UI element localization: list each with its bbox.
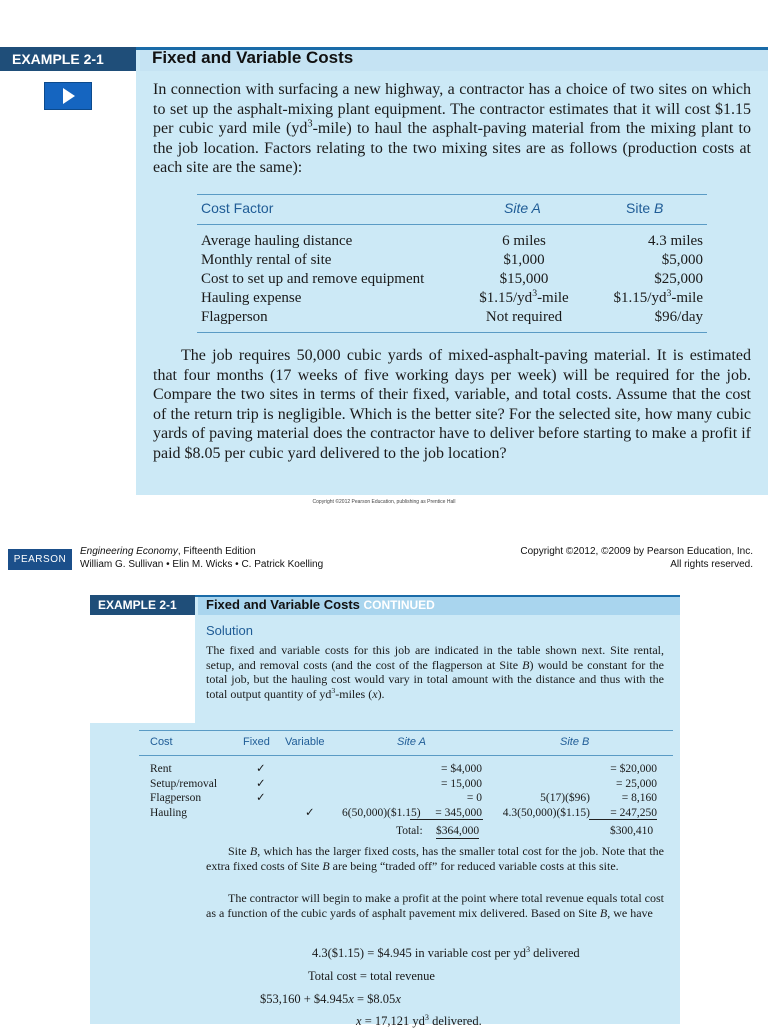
site-a-value: $\$1.15/yd^3$-mile xyxy=(479,288,569,306)
variable-check: ✓ xyxy=(305,806,315,819)
cost-table-header-rule xyxy=(139,755,673,756)
continued-tag: CONTINUED xyxy=(363,598,435,612)
cost-factor-name: Average hauling distance xyxy=(201,233,353,249)
col-header-cost: Cost xyxy=(150,736,173,748)
pearson-logo: PEARSON xyxy=(8,549,72,570)
book-authors: William G. Sullivan • Elin M. Wicks • C. Patrick Koelling xyxy=(80,558,324,570)
col-header-site-a xyxy=(504,200,541,216)
equation-variable-cost: 4.3($1.15) = $4.945 in variable cost per $yd^3$ delivered xyxy=(312,944,580,960)
col-header-cost-factor: Cost Factor xyxy=(201,200,274,216)
cost-name: Rent xyxy=(150,763,172,775)
table-bottom-rule xyxy=(197,332,707,333)
fixed-check: ✓ xyxy=(256,792,266,804)
total-site-b: $300,410 xyxy=(610,825,654,837)
col-header-fixed: Fixed xyxy=(243,736,270,748)
site-b-expression: 5(17)($96) xyxy=(540,792,590,804)
site-b-sum-line xyxy=(589,819,657,820)
site-a-amount: = $4,000 xyxy=(441,763,482,775)
col-header-site-b xyxy=(626,200,663,216)
site-b-value: $5,000 xyxy=(661,252,703,268)
example-title: Fixed and Variable Costs xyxy=(152,48,354,67)
cost-name: Flagperson xyxy=(150,792,202,804)
book-info xyxy=(80,546,323,571)
cost-name: Hauling xyxy=(150,806,188,819)
site-b-amount: = $20,000 xyxy=(610,763,657,775)
problem-statement-question: The job requires 50,000 cubic yards of mixed-asphalt-paving material. It is estimated that four months (17 weeks of five working days per week) will be required for the job. Compare the two sites in terms of their fixed, variable, and total costs. Assume that the cost of the return trip is negligible. Which is the better site? For the selected site, how many cubic yards of paving material does the contractor have to deliver before starting to make a profit if paid $8.05 per cubic yard delivered to the job location? xyxy=(153,347,751,462)
site-a-value: $15,000 xyxy=(499,271,549,287)
example-label: EXAMPLE 2-1 xyxy=(0,47,136,71)
cost-factor-row xyxy=(197,232,707,251)
problem-statement-intro: In connection with surfacing a new highway, a contractor has a choice of two sites on which to set up the asphalt-mixing plant equipment. The contractor estimates that it will cost $1.15 per cubic yard mile $(yd^3-mile)$ to haul the asphalt-paving material from the mixing plant to the job location. Factors relating to the two mixing sites are as follows (production costs at each site are the same): xyxy=(153,81,751,176)
example-continued-left-column xyxy=(90,615,195,723)
site-a-expression: 6(50,000)($1.15) xyxy=(342,806,421,819)
table-top-rule xyxy=(197,194,707,195)
col-header-variable: Variable xyxy=(285,736,325,748)
col-header-site-a-text: Site A xyxy=(504,200,541,216)
book-title-line xyxy=(80,546,323,559)
fixed-check: ✓ xyxy=(256,763,266,775)
total-label: Total: xyxy=(396,825,423,837)
small-copyright: Copyright ©2012 Pearson Education, publishing as Prentice Hall xyxy=(312,499,456,505)
cost-name: Setup/removal xyxy=(150,777,218,790)
solution-intro: The fixed and variable costs for this job are indicated in the table shown next. Site rental, setup, and removal costs (and the cost of the flagperson at Site B) would be constant for the total job, but the hauling cost would vary in total amount with the distance and thus with the total output quantity of $yd^3$-miles (x). xyxy=(206,643,664,701)
solution-heading: Solution xyxy=(206,623,253,638)
site-a-amount: = 0 xyxy=(466,792,482,804)
cost-factor-row xyxy=(197,289,707,308)
book-title: Engineering Economy xyxy=(80,546,178,557)
solution-breakeven-intro: The contractor will begin to make a profit at the point where total revenue equals total cost as a function of the cubic yards of asphalt pavement mix delivered. Based on Site B, we have xyxy=(206,891,664,920)
col-header-site-b-2: Site B xyxy=(560,736,590,748)
cost-factor-row xyxy=(197,270,707,289)
equation-result: x = 17,121 $yd^3$ delivered. xyxy=(356,1012,482,1028)
equation-total-cost: Total cost = total revenue xyxy=(308,969,435,983)
site-b-value: $\$1.15/yd^3$-mile xyxy=(613,288,703,306)
copyright-line-2: All rights reserved. xyxy=(670,558,753,570)
site-a-value: 6 miles xyxy=(502,233,546,249)
site-b-amount: = 247,250 xyxy=(610,806,657,819)
slide-example-2-1 xyxy=(0,0,768,512)
site-b-value: $25,000 xyxy=(654,271,703,287)
cost-table-top-rule xyxy=(139,730,673,731)
site-a-value: $1,000 xyxy=(503,252,545,268)
col-header-site-a-2: Site A xyxy=(397,736,426,748)
book-edition: , Fifteenth Edition xyxy=(177,546,256,557)
site-a-value: Not required xyxy=(485,309,563,325)
equation-breakeven: $53,160 + $4.945x = $8.05x xyxy=(260,992,401,1006)
site-b-value: $96/day xyxy=(654,309,703,325)
cost-factor-name: Monthly rental of site xyxy=(201,252,332,268)
copyright-notice xyxy=(520,546,753,571)
example-continued-title-text: Fixed and Variable Costs xyxy=(206,597,360,612)
site-a-sum-line xyxy=(410,819,483,820)
site-b-expression: 4.3(50,000)($1.15) xyxy=(502,806,590,819)
site-a-amount: = 15,000 xyxy=(441,777,482,790)
site-b-amount: = 8,160 xyxy=(621,792,657,804)
total-site-a: $364,000 xyxy=(436,825,480,837)
example-continued-label: EXAMPLE 2-1 xyxy=(90,595,195,615)
cost-factor-name: Cost to set up and remove equipment xyxy=(201,271,425,287)
cost-factor-row xyxy=(197,251,707,270)
copyright-line-1: Copyright ©2012, ©2009 by Pearson Education, Inc. xyxy=(520,546,753,557)
example-continued-title xyxy=(206,597,435,612)
cost-factor-row xyxy=(197,308,707,327)
solution-comparison: Site B, which has the larger fixed costs, has the smaller total cost for the job. Note that the extra fixed costs of Site B are being “traded off” for reduced variable costs at this site. xyxy=(206,844,664,873)
fixed-check: ✓ xyxy=(256,777,266,790)
example-left-column xyxy=(0,71,136,495)
site-a-amount: = 345,000 xyxy=(435,806,482,819)
cost-factor-name: Flagperson xyxy=(201,309,268,325)
table-header-rule xyxy=(197,224,707,225)
col-header-site-b-text: Site B xyxy=(626,200,664,216)
play-button[interactable] xyxy=(44,82,92,110)
cost-factor-name: Hauling expense xyxy=(201,290,302,306)
site-b-value: 4.3 miles xyxy=(648,233,703,249)
site-b-amount: = 25,000 xyxy=(616,777,657,790)
